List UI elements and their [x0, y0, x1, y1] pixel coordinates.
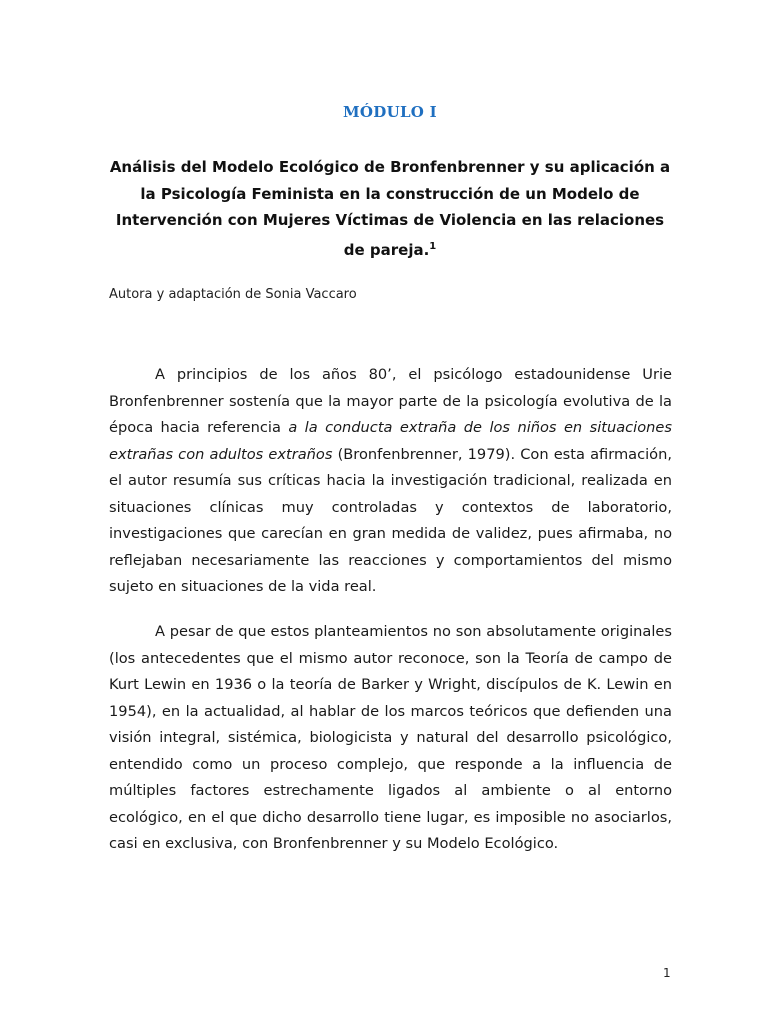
paragraph-2-text: A pesar de que estos planteamientos no son absolutamente originales (los antecedentes que el mismo autor reconoce, son la Teoría de campo de Kurt Lewin en 1936 o la teoría de Barker y Wright, discípulos de K. Lewin en 1954), en la actualidad, al hablar de los marcos teóricos que defienden una visión integral, sistémica, biologicista y natural del desarrollo psicológico, entendido como un proceso complejo, que responde a la influencia de múltiples factores estrechamente ligados al ambiente o al entorno ecológico, en el que dicho desarrollo tiene lugar, es imposible no asociarlos, casi en exclusiva, con Bronfenbrenner y su Modelo Ecológico. [109, 623, 672, 852]
author-line: Autora y adaptación de Sonia Vaccaro [109, 287, 357, 302]
paragraph-1 [109, 362, 672, 601]
title-footnote-mark[interactable]: 1 [429, 240, 437, 252]
page-number: 1 [663, 966, 671, 980]
document-title [108, 154, 672, 263]
paragraph-2 [109, 619, 672, 858]
paragraph-1-text-before: A principios de los años 80’, el psicólogo estadounidense Urie Bronfenbrenner sostenía que la mayor parte de la psicología evolutiva de la época hacia referencia [109, 366, 672, 436]
title-text: Análisis del Modelo Ecológico de Bronfenbrenner y su aplicación a la Psicología Feminista en la construcción de un Modelo de Intervención con Mujeres Víctimas de Violencia en las relaciones de pareja. [109, 158, 671, 259]
paragraph-1-italic-quote: a la conducta extraña de los niños en situaciones extrañas con adultos extraños [109, 419, 672, 463]
module-heading: MÓDULO I [342, 103, 437, 121]
paragraph-1-text-after: (Bronfenbrenner, 1979). Con esta afirmación, el autor resumía sus críticas hacia la investigación tradicional, realizada en situaciones clínicas muy controladas y contextos de laboratorio, investigaciones que carecían en gran medida de validez, pues afirmaba, no reflejaban necesariamente las reacciones y comportamientos del mismo sujeto en situaciones de la vida real. [109, 445, 672, 595]
